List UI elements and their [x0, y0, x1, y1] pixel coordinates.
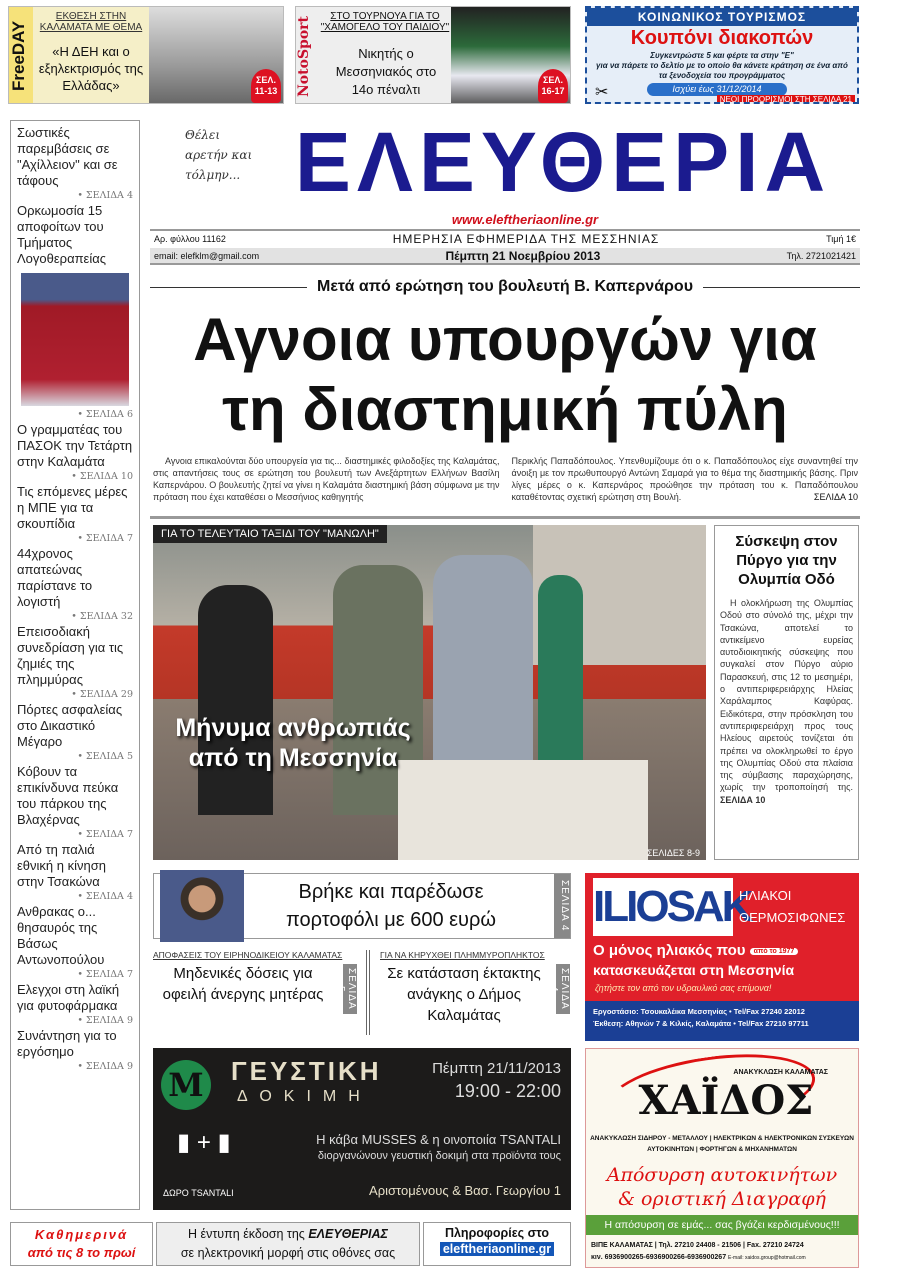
- xaidos-contact: [591, 1240, 806, 1264]
- wine-line: Η κάβα MUSSES & η οινοποιία TSANTALI: [316, 1132, 561, 1147]
- sidebar-briefs: [10, 120, 140, 1210]
- lead-kicker-text: Μετά από ερώτηση του βουλευτή Β. Καπερνάρου: [317, 278, 694, 295]
- table: [398, 760, 648, 860]
- small-story-kicker: ΓΙΑ ΝΑ ΚΗΡΥΧΘΕΙ ΠΛΗΜΜΥΡΟΠΛΗΚΤΟΣ: [380, 950, 545, 960]
- wine-title: ΓΕΥΣΤΙΚΗ: [231, 1056, 382, 1086]
- sidebar-item-title: Τις επόμενες μέρες η ΜΠΕ για τα σκουπίδια: [17, 484, 128, 531]
- xaidos-services: [586, 1133, 858, 1155]
- photo-title-line: Μήνυμα ανθρωπιάς: [175, 714, 411, 742]
- banner-coupon[interactable]: [585, 6, 859, 104]
- side-story-body: [720, 597, 853, 806]
- email[interactable]: email: elefklm@gmail.com: [154, 250, 260, 261]
- sidebar-item[interactable]: [17, 982, 133, 1026]
- wallet-story[interactable]: [153, 873, 571, 939]
- banner-kicker: ΕΚΘΕΣΗ ΣΤΗΝ ΚΑΛΑΜΑΤΑ ΜΕ ΘΕΜΑ: [39, 11, 143, 33]
- sidebar-item-title: Ορκωμοσία 15 αποφοίτων του Τμήματος Λογοθεραπείας: [17, 203, 107, 266]
- scissors-icon: ✂: [595, 84, 609, 101]
- lead-body-col: [512, 455, 859, 503]
- coupon-brand: ΚΟΙΝΩΝΙΚΟΣ ΤΟΥΡΙΣΜΟΣ: [587, 8, 857, 26]
- daily-line: από τις 8 το πρωί: [27, 1245, 136, 1260]
- sidebar-item[interactable]: [17, 484, 133, 544]
- motto: Θέλει αρετήν και τόλμην...: [185, 128, 253, 182]
- photo-story[interactable]: [153, 525, 706, 860]
- photo-kicker: ΓΙΑ ΤΟ ΤΕΛΕΥΤΑΙΟ ΤΑΞΙΔΙ ΤΟΥ "ΜΑΝΩΛΗ": [153, 525, 387, 543]
- footer-daily: [10, 1222, 153, 1266]
- website-link[interactable]: www.eleftheriaonline.gr: [451, 212, 599, 227]
- sidebar-item[interactable]: [17, 546, 133, 622]
- iliosak-cta: ζητήστε τον από τον υδραυλικό σας επίμονα!: [595, 983, 772, 993]
- phone: Τηλ. 2721021421: [786, 250, 856, 261]
- small-story[interactable]: [153, 950, 365, 1035]
- info-label: Πληροφορίες στο: [444, 1226, 550, 1240]
- sidebar-item[interactable]: [17, 203, 133, 420]
- headline-line: Αγνοια υπουργών για: [193, 306, 817, 373]
- info-row: [150, 229, 860, 247]
- graduation-photo: [21, 273, 129, 406]
- edition-line: σε ηλεκτρονική μορφή στις οθόνες σας: [180, 1246, 396, 1260]
- headline-line: τη διαστημική πύλη: [222, 376, 788, 443]
- coupon-footer: ΝΕΟΙ ΠΡΟΟΡΙΣΜΟΙ ΣΤΗ ΣΕΛΙΔΑ 21: [717, 95, 855, 104]
- service-line: ΑΝΑΚΥΚΛΩΣΗ ΣΙΔΗΡΟΥ - ΜΕΤΑΛΛΟΥ | ΗΛΕΚΤΡΙΚΩΝ & ΗΛΕΚΤΡΟΝΙΚΩΝ ΣΥΣΚΕΥΩΝ: [590, 1135, 854, 1142]
- wallet-title: [246, 878, 536, 934]
- sidebar-item-page: • ΣΕΛΙΔΑ 29: [71, 689, 133, 700]
- contact-line: ΒΙΠΕ ΚΑΛΑΜΑΤΑΣ | Τηλ. 27210 24408 - 21506 | Fax. 27210 24724: [591, 1242, 804, 1249]
- sidebar-item-page: • ΣΕΛΙΔΑ 7: [77, 533, 133, 544]
- wine-date: Πέμπτη 21/11/2013: [432, 1060, 561, 1077]
- small-story-title: Σε κατάσταση έκτακτης ανάγκης ο Δήμος Καλαμάτας: [387, 965, 541, 1024]
- side-story-text: Η ολοκλήρωση της Ολυμπίας Οδού στο σύνολό της, μέχρι την Τσακώνα, αποτελεί το αντικείμενο ευρείας αυτοδιοικητικής σύσκεψης που συγκαλεί στον Πύργο αύριο Παρασκευή, στις 12 το μεσημέρι, ο αντιπεριφερειάρχης Ηλείας Χαράλαμπος Καφύρας. Ειδικότερα, στην πρόσκληση του αντιπεριφερειάρχη προς τους Ηλείους αιρετούς τονίζεται ότι πρέπει να ολοκληρωθεί το έργο της Ολυμπίας Οδού στα πλαίσια της σύμβασης παραχώρησης, χωρίς την τροποποίησή της.: [720, 598, 853, 793]
- xaidos-ad[interactable]: [585, 1048, 859, 1268]
- page-ref: ΣΕΛΙΔΑ 4: [554, 874, 570, 938]
- sidebar-item[interactable]: [17, 1028, 133, 1072]
- wine-subtitle: ΔΟΚΙΜΗ: [237, 1088, 372, 1105]
- lead-kicker: [150, 278, 860, 296]
- website-link[interactable]: eleftheriaonline.gr: [440, 1242, 554, 1256]
- address-line: Έκθεση: Αθηνών 7 & Κιλκίς, Καλαμάτα • Tel/Fax 27210 97711: [593, 1019, 809, 1028]
- contact-line: κιν. 6936900265-6936900266-6936900267: [591, 1254, 727, 1261]
- page-ref: ΣΕΛΙΔΕΣ 8-9: [646, 848, 700, 858]
- address-line: Εργοστάσιο: Τσουκαλέικα Μεσσηνίας • Tel/Fax 27240 22012: [593, 1007, 805, 1016]
- coupon-valid: Ισχύει έως 31/12/2014: [647, 83, 787, 96]
- sidebar-item[interactable]: [17, 904, 133, 980]
- sidebar-item[interactable]: [17, 624, 133, 700]
- sidebar-item[interactable]: [17, 125, 133, 201]
- iliosak-ad[interactable]: [585, 873, 859, 1041]
- sidebar-item[interactable]: [17, 702, 133, 762]
- footer-edition: [156, 1222, 420, 1266]
- sidebar-item-title: Από τη παλιά εθνική η κίνηση στην Τσακώνα: [17, 842, 106, 889]
- sidebar-item-page: • ΣΕΛΙΔΑ 4: [77, 891, 133, 902]
- divider: [150, 516, 860, 519]
- sidebar-item-page: • ΣΕΛΙΔΑ 32: [71, 611, 133, 622]
- wine-gift: ΔΩΡΟ TSANTALI: [163, 1188, 234, 1198]
- banner-kicker: ΣΤΟ ΤΟΥΡΝΟΥΑ ΓΙΑ ΤΟ "ΧΑΜΟΓΕΛΟ ΤΟΥ ΠΑΙΔΙΟΥ": [320, 11, 450, 33]
- newspaper-title: ΕΛΕΥΘΕΡΙΑ: [294, 115, 832, 209]
- slogan-line: κατασκευάζεται στη Μεσσηνία: [593, 961, 795, 978]
- logo-part: SAK: [666, 882, 751, 931]
- notosport-brand: NotoSport: [296, 15, 312, 97]
- coupon-title: Κουπόνι διακοπών: [630, 27, 814, 49]
- lead-body-text: Περικλής Παπαδόπουλος. Υπενθυμίζουμε ότι ο κ. Παπαδόπουλος είχε συναντηθεί την άνοιξη με τον πρωθυπουργό Αντώνη Σαμαρά για το θέμα της διαστημικής βάσης. Πριν λίγες μέρες ο κ. Καπερνάρος προώθησε την πρόταση του κ. Παπαδόπουλου καταθέτοντας σχετική ερώτηση στη Βουλή.: [511, 456, 858, 502]
- page-ref: ΣΕΛΙΔΑ 4: [556, 964, 570, 1014]
- side-story-title: Σύσκεψη στον Πύργο για την Ολυμπία Οδό: [735, 533, 838, 588]
- sidebar-item-title: Πόρτες ασφαλείας στο Δικαστικό Μέγαρο: [17, 702, 123, 749]
- sidebar-item[interactable]: [17, 842, 133, 902]
- product-line: ΗΛΙΑΚΟΙ: [739, 888, 792, 903]
- sidebar-item-page: • ΣΕΛΙΔΑ 6: [77, 409, 133, 420]
- iliosak-address: [585, 1001, 859, 1041]
- side-story[interactable]: [714, 525, 859, 860]
- iliosak-product: [739, 885, 845, 929]
- banner-title: «Η ΔΕΗ και ο εξηλεκτρισμός της Ελλάδας»: [38, 44, 144, 93]
- xaidos-slogan: Η απόσυρση σε εμάς... σας βγάζει κερδισμένους!!!: [586, 1215, 858, 1235]
- wine-address: Αριστομένους & Βασ. Γεωργίου 1: [369, 1183, 561, 1198]
- freeday-brand: FreeDAY: [9, 7, 33, 104]
- page-ref: ΣΕΛΙΔΑ 10: [720, 794, 766, 805]
- person-photo: [160, 870, 244, 942]
- script-line: & οριστική Διαγραφή: [618, 1188, 826, 1210]
- xaidos-logo: ΧΑΪΔΟΣ: [638, 1077, 814, 1124]
- iliosak-logo: [593, 878, 751, 936]
- issue-number: Αρ. φύλλου 11162: [154, 234, 226, 244]
- price: Τιμή 1€: [826, 234, 856, 244]
- banner-freeday[interactable]: [8, 6, 284, 104]
- daily-line: Καθημερινά: [34, 1227, 129, 1242]
- lead-body: [153, 455, 858, 503]
- sidebar-item[interactable]: [17, 764, 133, 840]
- coupon-line: Συγκεντρώστε 5 και φέρτε τα στην "Ε": [650, 51, 794, 60]
- wine-tasting-ad[interactable]: [153, 1048, 571, 1210]
- issue-date: Πέμπτη 21 Νοεμβρίου 2013: [445, 248, 601, 263]
- sidebar-item-title: Επεισοδιακή συνεδρίαση για τις ζημιές της πλημμύρας: [17, 624, 124, 687]
- page-ref: ΣΕΛΙΔΑ 10: [813, 492, 858, 502]
- person: [198, 585, 273, 815]
- coupon-line: για να πάρετε το δελτίο με το οποίο θα κάνετε κράτηση σε ένα από τα ξενοδοχεία του προγράμματος: [596, 61, 848, 80]
- banner-title: Νικητής ο Μεσσηνιακός στο 14ο πέναλτι: [335, 46, 437, 97]
- sidebar-item-title: Συνάντηση για το εργόσημο: [17, 1028, 117, 1059]
- small-story[interactable]: [380, 950, 572, 1035]
- page-badge: ΣΕΛ. 11-13: [251, 69, 281, 103]
- wine-time: 19:00 - 22:00: [454, 1081, 561, 1101]
- product-line: ΘΕΡΜΟΣΙΦΩΝΕΣ: [739, 910, 846, 925]
- musses-logo: M: [161, 1060, 211, 1110]
- edition-line: Η έντυπη έκδοση της: [188, 1227, 305, 1241]
- page-badge: ΣΕΛ. 16-17: [538, 69, 568, 103]
- small-story-title: Μηδενικές δόσεις για οφειλή άνεργης μητέρας: [162, 965, 324, 1003]
- sidebar-item-title: Ανθρακας ο... θησαυρός της Βάσως Αντωνοπούλου: [17, 904, 105, 967]
- sidebar-item-page: • ΣΕΛΙΔΑ 10: [71, 471, 133, 482]
- slogan-line: Ο μόνος ηλιακός που: [593, 942, 746, 959]
- sidebar-item-page: • ΣΕΛΙΔΑ 4: [77, 190, 133, 201]
- sidebar-item-title: Ελεγχοι στη λαϊκή για φυτοφάρμακα: [17, 982, 120, 1013]
- wine-bottles-icon: ▮ + ▮: [177, 1129, 231, 1156]
- xaidos-tag: ΑΝΑΚΥΚΛΩΣΗ ΚΑΛΑΜΑΤΑΣ: [733, 1069, 828, 1076]
- since-badge: από το 1977: [750, 948, 799, 955]
- xaidos-email: E-mail: xaidos.group@hotmail.com: [728, 1255, 806, 1261]
- sidebar-item-page: • ΣΕΛΙΔΑ 9: [77, 1015, 133, 1026]
- page-ref: ΣΕΛΙΔΑ 5: [343, 964, 357, 1014]
- sidebar-item-title: Κόβουν τα επικίνδυνα πεύκα του πάρκου της Βλαχέρνας: [17, 764, 119, 827]
- sidebar-item-page: • ΣΕΛΙΔΑ 7: [77, 829, 133, 840]
- lead-body-col: Αγνοια επικαλούνται δύο υπουργεία για τις... διαστημικές φιλοδοξίες της Καλαμάτας, στις απαντήσεις τους σε ερώτηση του βουλευτή των Ανεξάρτητων Ελλήνων Βασίλη Καπερνάρου. Ο βουλευτής ζητεί να γίνει η Καλαμάτα διαστημική βάση σύμφωνα με την πρόταση που έχει καταθέσει ο Μεσσήνιος καθηγητής: [153, 456, 500, 502]
- script-line: Απόσυρση αυτοκινήτων: [606, 1164, 838, 1186]
- lead-headline[interactable]: [150, 305, 860, 445]
- small-story-kicker: ΑΠΟΦΑΣΕΙΣ ΤΟΥ ΕΙΡΗΝΟΔΙΚΕΙΟΥ ΚΑΛΑΜΑΤΑΣ: [153, 950, 343, 960]
- sidebar-item-title: 44χρονος απατεώνας παρίστανε το λογιστή: [17, 546, 93, 609]
- sidebar-item[interactable]: [17, 422, 133, 482]
- subtitle: ΗΜΕΡΗΣΙΑ ΕΦΗΜΕΡΙΔΑ ΤΗΣ ΜΕΣΣΗΝΙΑΣ: [392, 232, 660, 246]
- sidebar-item-title: Ο γραμματέας του ΠΑΣΟΚ την Τετάρτη στην Καλαμάτα: [17, 422, 133, 469]
- wine-datetime: [432, 1058, 561, 1102]
- title-line: πορτοφόλι με 600 ευρώ: [286, 909, 496, 931]
- footer-info: [423, 1222, 571, 1266]
- service-line: ΑΥΤΟΚΙΝΗΤΩΝ | ΦΟΡΤΗΓΩΝ & ΜΗΧΑΝΗΜΑΤΩΝ: [647, 1146, 797, 1153]
- xaidos-script: [586, 1163, 858, 1211]
- title-line: Βρήκε και παρέδωσε: [298, 881, 484, 903]
- divider: [366, 950, 370, 1035]
- date-row: [150, 248, 860, 265]
- edition-brand: ΕΛΕΥΘΕΡΙΑΣ: [308, 1227, 388, 1241]
- iliosak-slogan: [593, 941, 855, 980]
- wine-line: διοργανώνουν γευστική δοκιμή στα προϊόντα τους: [317, 1150, 561, 1162]
- photo-title: [153, 713, 433, 773]
- wine-description: [316, 1131, 561, 1165]
- sidebar-item-page: • ΣΕΛΙΔΑ 5: [77, 751, 133, 762]
- banner-notosport[interactable]: [295, 6, 571, 104]
- logo-part: ILIO: [593, 882, 667, 931]
- sidebar-item-page: • ΣΕΛΙΔΑ 7: [77, 969, 133, 980]
- photo-title-line: από τη Μεσσηνία: [188, 744, 398, 772]
- sidebar-item-page: • ΣΕΛΙΔΑ 9: [77, 1061, 133, 1072]
- sidebar-item-title: Σωστικές παρεμβάσεις σε "Αχίλλειον" και σε τάφους: [17, 125, 118, 188]
